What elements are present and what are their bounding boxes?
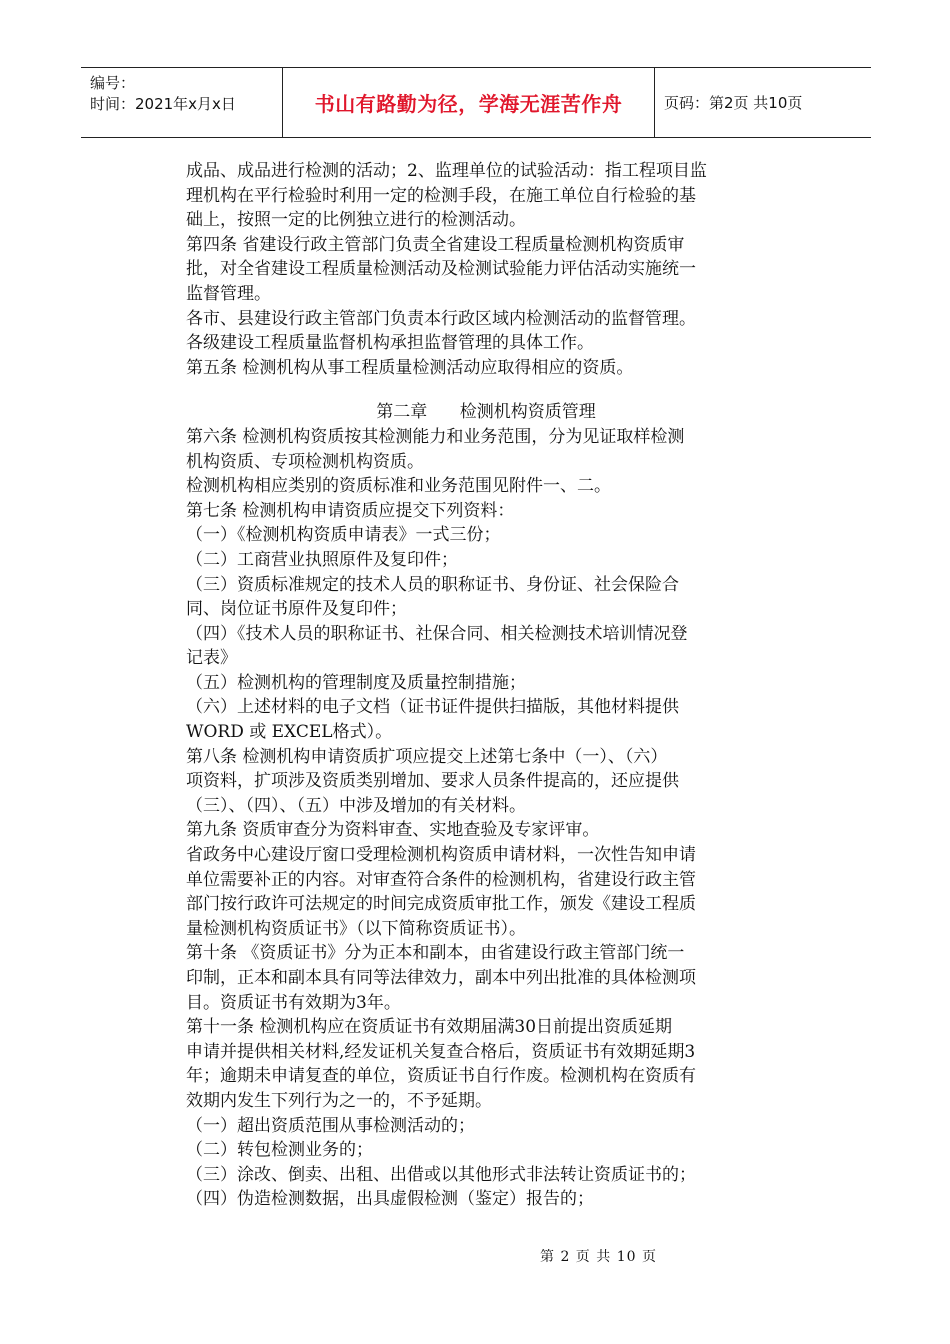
text-line: 第十条 《资质证书》分为正本和副本，由省建设行政主管部门统一 [186, 943, 685, 964]
text-line: 申请并提供相关材料,经发证机关复查合格后，资质证书有效期延期3 [186, 1041, 696, 1062]
text-line: WORD 或 EXCEL格式）。 [186, 722, 393, 743]
header-motto-cell [282, 68, 655, 137]
text-line: 部门按行政许可法规定的时间完成资质审批工作，颁发《建设工程质 [186, 894, 696, 915]
text-line: 第七条 检测机构申请资质应提交下列资料： [186, 500, 515, 521]
text-line: 理机构在平行检验时利用一定的检测手段，在施工单位自行检验的基 [186, 185, 696, 206]
text-line: 各级建设工程质量监督机构承担监督管理的具体工作。 [186, 333, 594, 354]
text-line: （三）资质标准规定的技术人员的职称证书、身份证、社会保险合 [186, 574, 679, 595]
text-line: 第五条 检测机构从事工程质量检测活动应取得相应的资质。 [186, 357, 634, 378]
motto-text: 书山有路勤为径，学海无涯苦作舟 [314, 92, 623, 116]
text-line: 第四条 省建设行政主管部门负责全省建设工程质量检测机构资质审 [186, 234, 685, 255]
text-line: 效期内发生下列行为之一的，不予延期。 [186, 1090, 492, 1111]
text-line: （五）检测机构的管理制度及质量控制措施； [186, 672, 526, 693]
code-label: 编号： [90, 74, 136, 92]
page-footer: 第 2 页 共 10 页 [540, 1249, 657, 1265]
text-line: （二）转包检测业务的； [186, 1140, 373, 1161]
text-line: 机构资质、专项检测机构资质。 [186, 451, 424, 472]
text-line: 省政务中心建设厅窗口受理检测机构资质申请材料，一次性告知申请 [186, 845, 696, 866]
text-line: （一）超出资质范围从事检测活动的； [186, 1115, 475, 1136]
text-line: （二）工商营业执照原件及复印件； [186, 549, 458, 570]
text-line: 目。资质证书有效期为3年。 [186, 992, 401, 1013]
text-line: 各市、县建设行政主管部门负责本行政区域内检测活动的监督管理。 [186, 308, 696, 329]
text-line: （三）涂改、倒卖、出租、出借或以其他形式非法转让资质证书的； [186, 1164, 696, 1185]
text-line: 记表》 [186, 648, 237, 669]
text-line: （四）《技术人员的职称证书、社保合同、相关检测技术培训情况登 [186, 623, 688, 644]
text-line: 年；逾期未申请复查的单位，资质证书自行作废。检测机构在资质有 [186, 1066, 696, 1087]
text-line: 批，对全省建设工程质量检测活动及检测试验能力评估活动实施统一 [186, 259, 696, 280]
text-line: （四）伪造检测数据，出具虚假检测（鉴定）报告的； [186, 1189, 594, 1210]
text-line: 单位需要补正的内容。对审查符合条件的检测机构，省建设行政主管 [186, 869, 696, 890]
text-line: 监督管理。 [186, 283, 271, 304]
text-line: （三）、（四）、（五）中涉及增加的有关材料。 [186, 795, 526, 816]
text-line: 同、岗位证书原件及复印件； [186, 599, 407, 620]
text-block-b [186, 425, 786, 1212]
time-label: 时间：2021年x月x日 [90, 95, 236, 113]
text-line: （一）《检测机构资质申请表》一式三份； [186, 525, 501, 546]
text-line: （六）上述材料的电子文档（证书证件提供扫描版，其他材料提供 [186, 697, 679, 718]
page-header [81, 67, 871, 138]
page-info: 页码：第2页 共10页 [664, 94, 803, 112]
text-line: 检测机构相应类别的资质标准和业务范围见附件一、二。 [186, 476, 611, 497]
header-left-cell [81, 68, 282, 137]
chapter-title: 第二章 检测机构资质管理 [376, 402, 596, 423]
text-line: 第十一条 检测机构应在资质证书有效期届满30日前提出资质延期 [186, 1017, 673, 1038]
text-line: 成品、成品进行检测的活动；2、监理单位的试验活动：指工程项目监 [186, 161, 707, 181]
text-line: 础上，按照一定的比例独立进行的检测活动。 [186, 210, 526, 231]
text-line: 量检测机构资质证书》（以下简称资质证书）。 [186, 918, 526, 939]
text-line: 项资料，扩项涉及资质类别增加、要求人员条件提高的，还应提供 [186, 771, 679, 792]
text-block-a [186, 159, 786, 380]
chapter-spacer [186, 380, 786, 400]
header-page-cell [655, 68, 871, 137]
document-body [186, 159, 786, 1212]
text-line: 印制，正本和副本具有同等法律效力，副本中列出批准的具体检测项 [186, 968, 696, 988]
text-line: 第八条 检测机构申请资质扩项应提交上述第七条中（一）、（六） [186, 746, 668, 767]
text-line: 第九条 资质审查分为资料审查、实地查验及专家评审。 [186, 820, 600, 841]
text-line: 第六条 检测机构资质按其检测能力和业务范围，分为见证取样检测 [186, 426, 685, 447]
